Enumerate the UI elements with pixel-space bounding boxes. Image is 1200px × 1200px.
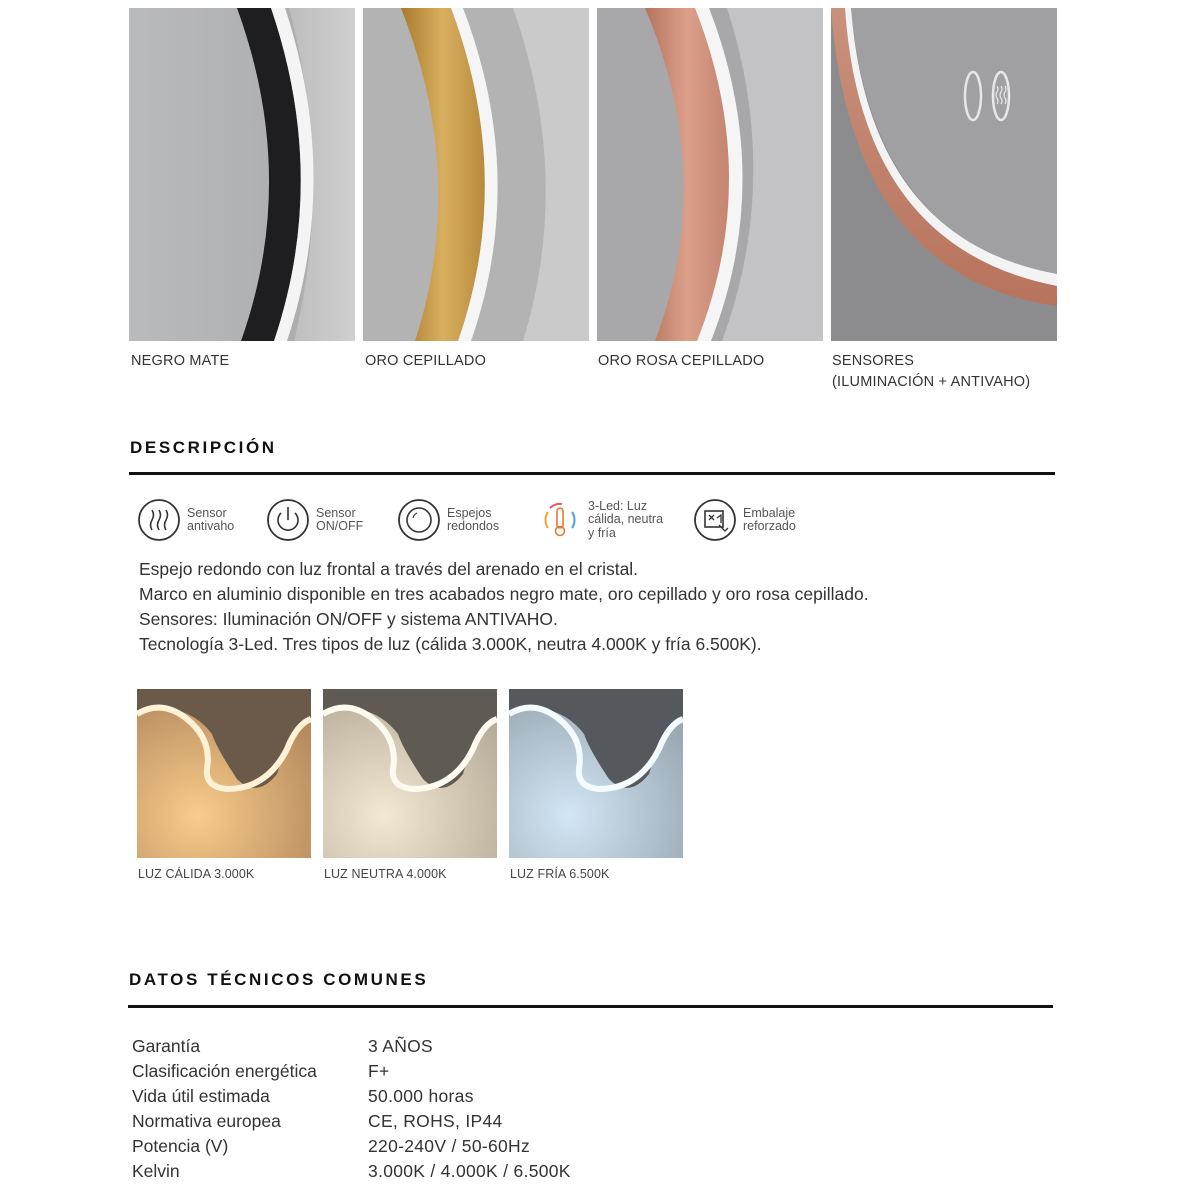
round-mirror-icon bbox=[397, 498, 441, 542]
description-divider bbox=[129, 472, 1055, 475]
spec-row bbox=[132, 1059, 571, 1084]
spec-key: Potencia (V) bbox=[132, 1136, 229, 1156]
description-line: Sensores: Iluminación ON/OFF y sistema ANTIVAHO. bbox=[139, 609, 558, 629]
thermometer-icon bbox=[538, 498, 582, 542]
description-title: DESCRIPCIÓN bbox=[130, 438, 277, 457]
specs-table bbox=[132, 1034, 571, 1184]
finish-image-oro-cepillado bbox=[363, 8, 589, 341]
finish-label: ORO ROSA CEPILLADO bbox=[598, 353, 765, 369]
spec-value: 3.000K / 4.000K / 6.500K bbox=[368, 1161, 571, 1181]
spec-value: 220-240V / 50-60Hz bbox=[368, 1136, 531, 1156]
light-image-cold bbox=[509, 689, 683, 858]
spec-row bbox=[132, 1159, 571, 1184]
spec-key: Normativa europea bbox=[132, 1111, 281, 1131]
spec-key: Garantía bbox=[132, 1036, 201, 1056]
light-label: LUZ CÁLIDA 3.000K bbox=[138, 867, 255, 881]
power-icon bbox=[266, 498, 310, 542]
specs-divider bbox=[128, 1005, 1053, 1008]
spec-value: CE, ROHS, IP44 bbox=[368, 1111, 503, 1131]
spec-key: Vida útil estimada bbox=[132, 1086, 270, 1106]
feature-round-mirror bbox=[397, 495, 499, 545]
spec-value: 50.000 horas bbox=[368, 1086, 474, 1106]
finish-image-negro-mate bbox=[129, 8, 355, 341]
specs-title: DATOS TÉCNICOS COMUNES bbox=[129, 970, 429, 989]
spec-key: Clasificación energética bbox=[132, 1061, 317, 1081]
finish-image-oro-rosa-cepillado bbox=[597, 8, 823, 341]
finish-label: SENSORES (ILUMINACIÓN + ANTIVAHO) bbox=[832, 353, 1031, 390]
finish-image-sensores bbox=[831, 8, 1057, 341]
spec-value: 3 AÑOS bbox=[368, 1036, 434, 1056]
description-line: Espejo redondo con luz frontal a través del arenado en el cristal. bbox=[139, 559, 639, 579]
packaging-icon bbox=[693, 498, 737, 542]
feature-label: Sensor antivaho bbox=[187, 505, 235, 533]
light-label: LUZ NEUTRA 4.000K bbox=[324, 867, 447, 881]
finish-label: NEGRO MATE bbox=[131, 353, 230, 369]
spec-row bbox=[132, 1109, 571, 1134]
feature-label: Espejos redondos bbox=[447, 505, 500, 533]
description-text bbox=[139, 557, 869, 657]
feature-label: 3-Led: Luz cálida, neutra y fría bbox=[588, 498, 664, 540]
light-image-neutral bbox=[323, 689, 497, 858]
feature-label: Embalaje reforzado bbox=[743, 505, 796, 533]
finish-label: ORO CEPILLADO bbox=[365, 353, 487, 369]
feature-on-off bbox=[266, 495, 363, 545]
feature-antifog bbox=[137, 495, 234, 545]
feature-packaging bbox=[693, 495, 796, 545]
feature-label: Sensor ON/OFF bbox=[316, 505, 364, 533]
description-line: Tecnología 3-Led. Tres tipos de luz (cálida 3.000K, neutra 4.000K y fría 6.500K). bbox=[139, 634, 762, 654]
light-label: LUZ FRÍA 6.500K bbox=[510, 867, 610, 881]
antifog-icon bbox=[137, 498, 181, 542]
spec-key: Kelvin bbox=[132, 1161, 180, 1181]
spec-row bbox=[132, 1084, 571, 1109]
spec-value: F+ bbox=[368, 1061, 390, 1081]
light-image-warm bbox=[137, 689, 311, 858]
description-line: Marco en aluminio disponible en tres acabados negro mate, oro cepillado y oro rosa cepillado. bbox=[139, 584, 869, 604]
feature-3-led bbox=[538, 495, 663, 545]
spec-row bbox=[132, 1134, 571, 1159]
spec-row bbox=[132, 1034, 571, 1059]
